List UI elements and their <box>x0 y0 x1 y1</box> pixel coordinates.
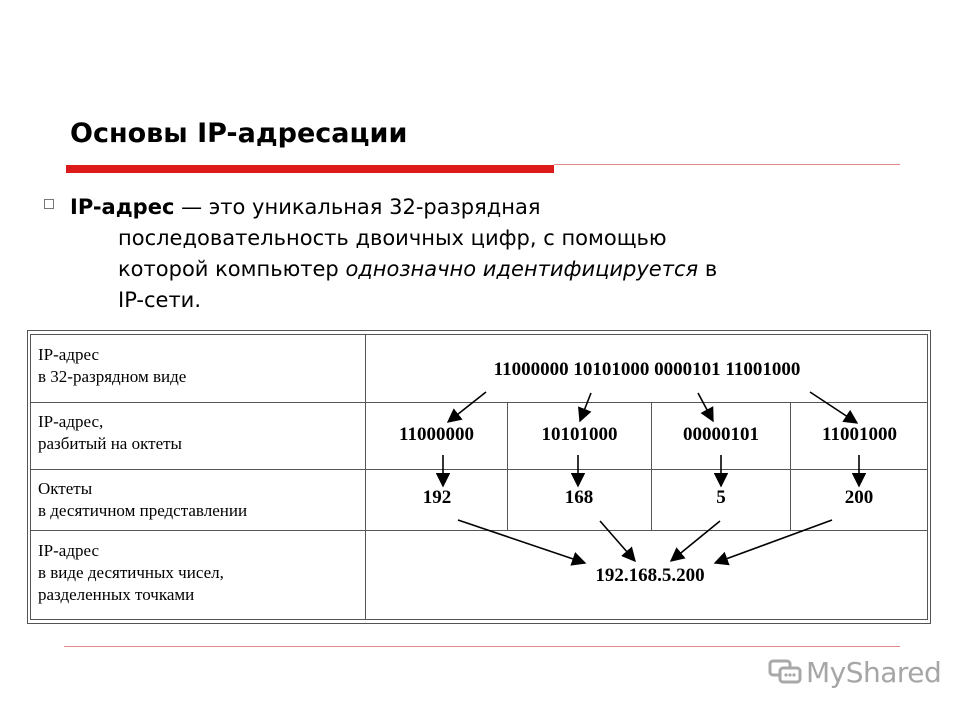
definition-line-4: IP-сети. <box>118 288 201 312</box>
definition-line-3-post: в <box>698 257 718 281</box>
table-row-divider <box>30 469 928 470</box>
octet-decimal-1: 192 <box>422 487 452 508</box>
row-label-line: IP-адрес, <box>38 412 104 431</box>
table-octet-divider <box>507 402 508 530</box>
row-label-dotted-decimal <box>38 540 224 606</box>
slide-title: Основы IP-адресации <box>70 118 408 149</box>
chat-bubbles-icon <box>768 659 802 685</box>
table-row-divider <box>30 530 928 531</box>
row-label-octets-decimal <box>38 478 247 522</box>
row-label-line: в 32-разрядном виде <box>38 367 187 386</box>
octet-binary-1: 11000000 <box>399 424 474 445</box>
definition-line-1-rest: — это уникальная 32-разрядная <box>174 195 541 219</box>
dotted-decimal-value: 192.168.5.200 <box>595 565 705 586</box>
definition-line-2: последовательность двоичных цифр, с помощью <box>118 226 667 250</box>
definition-term: IP-адрес <box>70 195 175 219</box>
octet-binary-2: 10101000 <box>541 424 618 445</box>
definition-line-1 <box>70 192 890 223</box>
row-label-line: в десятичном представлении <box>38 501 248 520</box>
octet-decimal-4: 200 <box>844 487 874 508</box>
row-label-binary-32 <box>38 344 186 388</box>
definition-paragraph <box>70 192 890 316</box>
title-accent-bar <box>66 165 554 173</box>
octet-decimal-2: 168 <box>564 487 594 508</box>
row-label-line: IP-адрес <box>38 541 99 560</box>
octet-binary-4: 11001000 <box>822 424 897 445</box>
row-label-octets-binary <box>38 411 182 455</box>
row-label-line: разбитый на октеты <box>38 434 182 453</box>
octet-binary-3: 00000101 <box>683 424 759 445</box>
footer-divider-line <box>64 646 900 647</box>
row-label-line: IP-адрес <box>38 345 99 364</box>
row-label-line: Октеты <box>38 479 93 498</box>
definition-line-3-pre: которой компьютер <box>118 257 346 281</box>
row-label-line: в виде десятичных чисел, <box>38 563 224 582</box>
octet-decimal-3: 5 <box>716 487 726 508</box>
table-octet-divider <box>790 402 791 530</box>
definition-line-3 <box>70 254 890 285</box>
square-bullet-icon <box>44 199 54 209</box>
definition-emphasis: однозначно идентифицируется <box>345 257 699 281</box>
table-row-divider <box>30 402 928 403</box>
binary-32-value: 11000000 10101000 0000101 11001000 <box>493 359 801 380</box>
table-octet-divider <box>651 402 652 530</box>
watermark-logo-text: MyShared <box>806 656 942 689</box>
row-label-line: разделенных точками <box>38 585 195 604</box>
title-divider-line <box>554 164 900 165</box>
